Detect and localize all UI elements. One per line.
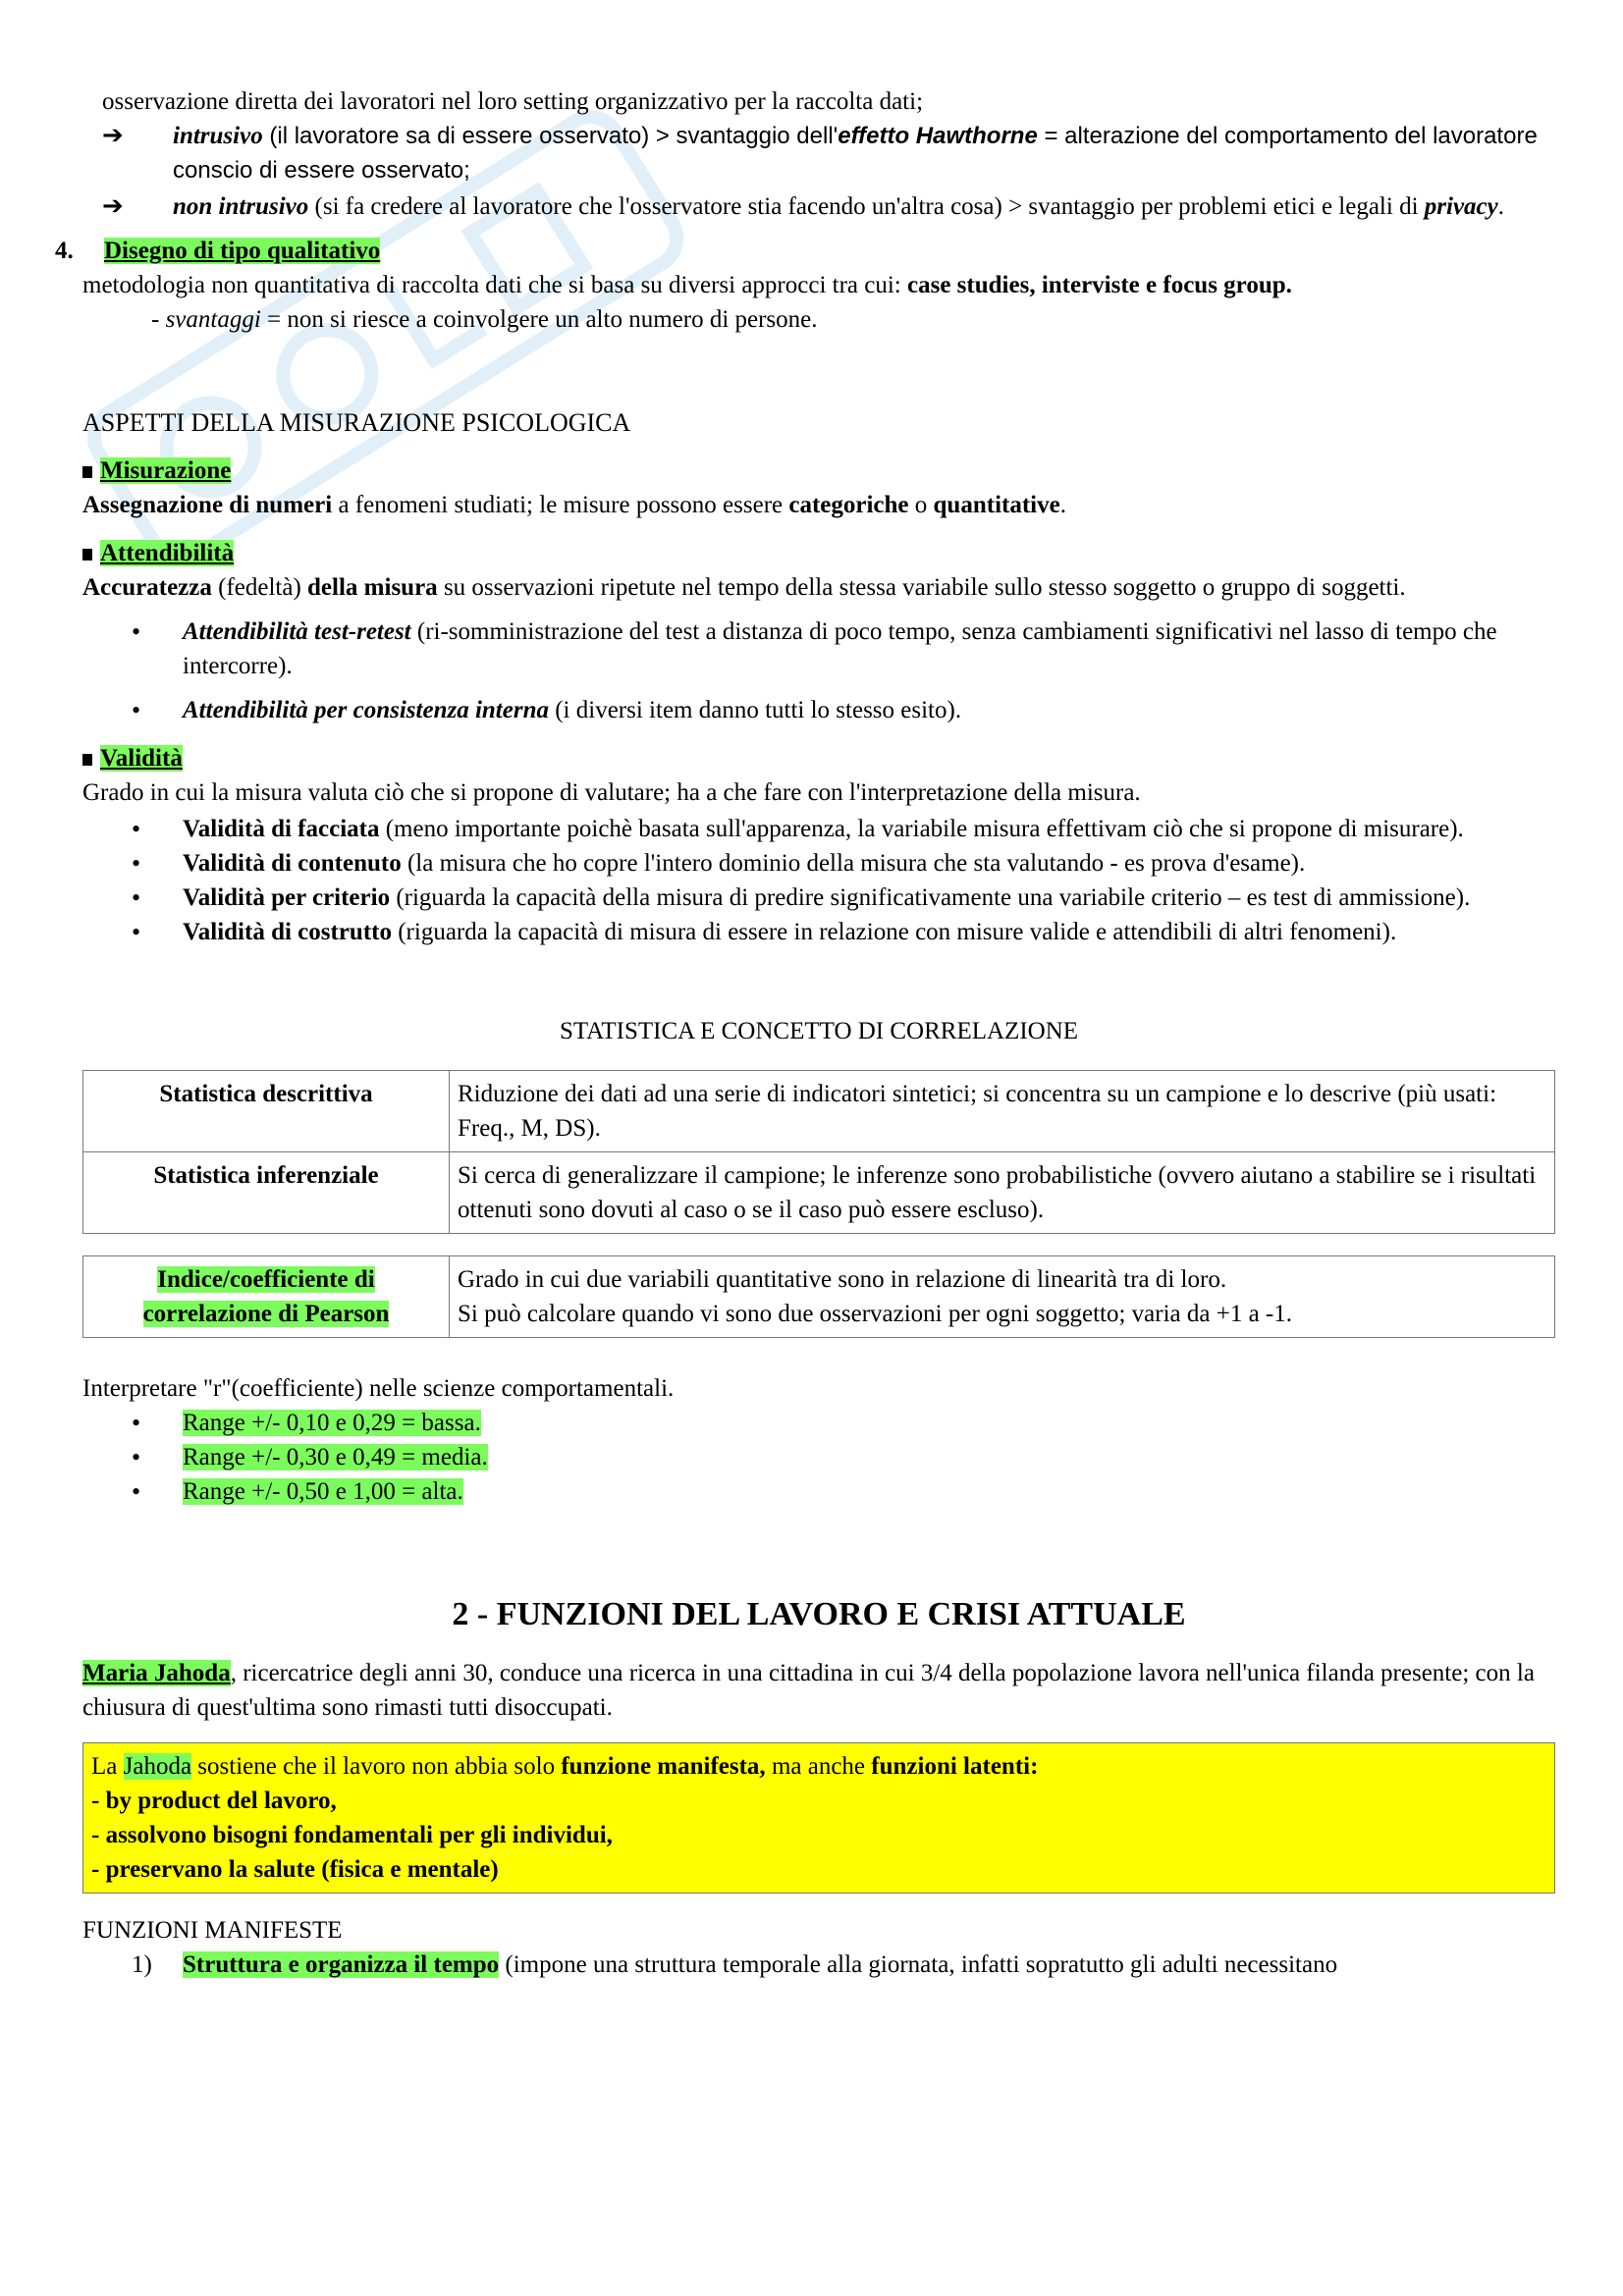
section-4-svantaggi xyxy=(151,302,1555,337)
attendibilita-title: Attendibilità xyxy=(100,540,235,566)
arrow-item-intrusivo xyxy=(102,119,1555,187)
table-cell-text: Riduzione dei dati ad una serie di indicatori sintetici; si concentra su un campione e lo descrive (più usati: Freq., M, DS). xyxy=(450,1071,1555,1152)
section-4-heading xyxy=(55,234,1555,268)
range-list xyxy=(82,1406,1555,1509)
pearson-line1: Grado in cui due variabili quantitative sono in relazione di linearità tra di loro. xyxy=(458,1266,1227,1293)
term-hawthorne: effetto Hawthorne xyxy=(838,123,1038,149)
box-t2: sostiene che il lavoro non abbia solo xyxy=(191,1753,562,1780)
item-1-text: (impone una struttura temporale alla giornata, infatti sopratutto gli adulti necessitano xyxy=(499,1951,1338,1978)
box-jahoda-name: Jahoda xyxy=(123,1753,192,1780)
list-item-text: (ri-somministrazione del test a distanza di poco tempo, senza cambiamenti significativi nel lasso di tempo che intercorre). xyxy=(183,618,1497,679)
table-cell-label: Statistica descrittiva xyxy=(83,1071,450,1152)
list-item xyxy=(82,881,1555,915)
item-number: 1) xyxy=(132,1951,152,1978)
item-1-term: Struttura e organizza il tempo xyxy=(183,1951,500,1978)
list-item-term: Validità di facciata xyxy=(183,816,380,842)
validita-heading xyxy=(82,741,1555,775)
pearson-line2: Si può calcolare quando vi sono due osservazioni per ogni soggetto; varia da +1 a -1. xyxy=(458,1301,1292,1327)
arrow-right-icon: ➔ xyxy=(102,121,124,150)
chapter-2-title: 2 - FUNZIONI DEL LAVORO E CRISI ATTUALE xyxy=(452,1596,1186,1632)
pearson-label-line1: Indice/coefficiente di xyxy=(157,1266,375,1293)
intro-line: osservazione diretta dei lavoratori nel loro setting organizzativo per la raccolta dati; xyxy=(102,88,924,115)
arrow2-text-end: . xyxy=(1497,193,1504,220)
box-b2: funzioni latenti: xyxy=(871,1753,1039,1780)
list-item-text: (riguarda la capacità di misura di essere in relazione con misure valide e attendibili di altri fenomeni). xyxy=(391,919,1397,945)
jahoda-text: , ricercatrice degli anni 30, conduce una ricerca in una cittadina in cui 3/4 della popolazione lavora nell'unica filanda presente; con la chiusura di quest'ultima sono rimasti tutti disoccupati. xyxy=(82,1660,1535,1721)
attendibilita-t1: (fedeltà) xyxy=(211,574,308,601)
svantaggi-prefix: - xyxy=(151,306,166,333)
list-item xyxy=(82,693,1555,727)
table-row xyxy=(83,1256,1555,1338)
interpret-r: Interpretare "r"(coefficiente) nelle scienze comportamentali. xyxy=(82,1375,675,1402)
validita-list xyxy=(82,812,1555,949)
pearson-text-cell xyxy=(450,1256,1555,1338)
arrow-right-icon: ➔ xyxy=(102,191,124,221)
arrow-item-non-intrusivo xyxy=(102,189,1555,224)
table-row xyxy=(83,1071,1555,1152)
box-line: - by product del lavoro, xyxy=(91,1788,337,1814)
list-item xyxy=(82,614,1555,683)
document-page xyxy=(55,84,1555,1982)
list-item-term: Validità per criterio xyxy=(183,884,391,911)
arrow1-text-end: = alterazione del comportamento del lavoratore conscio di essere osservato; xyxy=(173,123,1538,184)
attendibilita-t2: su osservazioni ripetute nel tempo della stessa variabile sullo stesso soggetto o gruppo di soggetti. xyxy=(437,574,1406,601)
box-line: - assolvono bisogni fondamentali per gli individui, xyxy=(91,1822,613,1848)
section-number: 4. xyxy=(55,238,74,264)
range-low: Range +/- 0,10 e 0,29 = bassa. xyxy=(183,1410,481,1436)
range-medium: Range +/- 0,30 e 0,49 = media. xyxy=(183,1444,488,1470)
list-item-term: Attendibilità test-retest xyxy=(183,618,411,645)
square-bullet-icon xyxy=(82,466,92,478)
misurazione-t2: o xyxy=(908,492,934,518)
square-bullet-icon xyxy=(82,549,92,561)
attendibilita-b1: Accuratezza xyxy=(82,574,212,601)
jahoda-name: Maria Jahoda xyxy=(82,1660,231,1686)
statistica-table xyxy=(82,1070,1555,1234)
box-t1: La xyxy=(91,1753,124,1780)
statistica-section-title: STATISTICA E CONCETTO DI CORRELAZIONE xyxy=(559,1018,1079,1044)
svantaggi-text: = non si riesce a coinvolgere un alto numero di persone. xyxy=(260,306,818,333)
list-item xyxy=(82,846,1555,881)
list-item-text: (meno importante poichè basata sull'apparenza, la variabile misura effettivam ciò che si propone di misurare). xyxy=(379,816,1464,842)
list-item-text: (riguarda la capacità della misura di predire significativamente una variabile criterio – es test di ammissione). xyxy=(390,884,1471,911)
attendibilita-desc xyxy=(82,570,1555,605)
list-item xyxy=(82,1406,1555,1440)
jahoda-paragraph xyxy=(82,1656,1555,1725)
misurazione-heading xyxy=(82,454,1555,488)
validita-desc: Grado in cui la misura valuta ciò che si propone di valutare; ha a che fare con l'interpretazione della misura. xyxy=(82,779,1141,806)
list-item-text: (i diversi item danno tutti lo stesso esito). xyxy=(548,697,962,723)
table-row xyxy=(83,1152,1555,1234)
misurazione-b3: quantitative xyxy=(933,492,1060,518)
misurazione-b2: categoriche xyxy=(788,492,909,518)
box-line: - preservano la salute (fisica e mentale) xyxy=(91,1856,499,1883)
attendibilita-heading xyxy=(82,536,1555,570)
jahoda-highlight-box xyxy=(82,1742,1555,1894)
validita-title: Validità xyxy=(100,745,183,772)
attendibilita-b2: della misura xyxy=(307,574,438,601)
term-privacy: privacy xyxy=(1424,193,1498,220)
list-item xyxy=(82,915,1555,949)
range-high: Range +/- 0,50 e 1,00 = alta. xyxy=(183,1478,463,1505)
attendibilita-list xyxy=(82,614,1555,727)
svantaggi-label: svantaggi xyxy=(165,306,261,333)
misurazione-t1: a fenomeni studiati; le misure possono essere xyxy=(332,492,789,518)
misurazione-t3: . xyxy=(1059,492,1066,518)
section-4-desc-bold: case studies, interviste e focus group. xyxy=(907,272,1292,298)
arrow2-text: (si fa credere al lavoratore che l'osservatore stia facendo un'altra cosa) > svantaggio per problemi etici e legali di xyxy=(308,193,1425,220)
table-cell-label: Statistica inferenziale xyxy=(83,1152,450,1234)
term-intrusivo: intrusivo xyxy=(173,123,263,149)
table-cell-text: Si cerca di generalizzare il campione; le inferenze sono probabilistiche (ovvero aiutano a stabilire se i risultati ottenuti sono dovuti al caso o se il caso può essere escluso). xyxy=(450,1152,1555,1234)
section-4-desc xyxy=(82,268,1555,302)
misurazione-section-title: ASPETTI DELLA MISURAZIONE PSICOLOGICA xyxy=(82,408,631,437)
term-non-intrusivo: non intrusivo xyxy=(173,193,309,220)
funzioni-manifeste-title: FUNZIONI MANIFESTE xyxy=(82,1917,343,1944)
misurazione-desc xyxy=(82,488,1555,522)
arrow1-text: (il lavoratore sa di essere osservato) > svantaggio dell' xyxy=(262,123,839,149)
section-4-title: Disegno di tipo qualitativo xyxy=(104,238,381,264)
list-item-term: Validità di costrutto xyxy=(183,919,392,945)
box-t3: ma anche xyxy=(765,1753,872,1780)
square-bullet-icon xyxy=(82,754,92,766)
manifeste-item-1 xyxy=(132,1948,1555,1982)
pearson-table xyxy=(82,1255,1555,1338)
misurazione-b1: Assegnazione di numeri xyxy=(82,492,333,518)
list-item xyxy=(82,812,1555,846)
pearson-label-cell xyxy=(83,1256,450,1338)
list-item xyxy=(82,1440,1555,1474)
pearson-label-line2: correlazione di Pearson xyxy=(142,1301,390,1327)
section-4-desc-text: metodologia non quantitativa di raccolta dati che si basa su diversi approcci tra cui: xyxy=(82,272,908,298)
box-b1: funzione manifesta, xyxy=(561,1753,766,1780)
list-item-term: Attendibilità per consistenza interna xyxy=(183,697,549,723)
list-item-term: Validità di contenuto xyxy=(183,850,402,877)
misurazione-title: Misurazione xyxy=(100,457,232,484)
box-first-line xyxy=(91,1749,1546,1784)
list-item-text: (la misura che ho copre l'intero dominio della misura che sta valutando - es prova d'esame). xyxy=(401,850,1306,877)
list-item xyxy=(82,1474,1555,1509)
